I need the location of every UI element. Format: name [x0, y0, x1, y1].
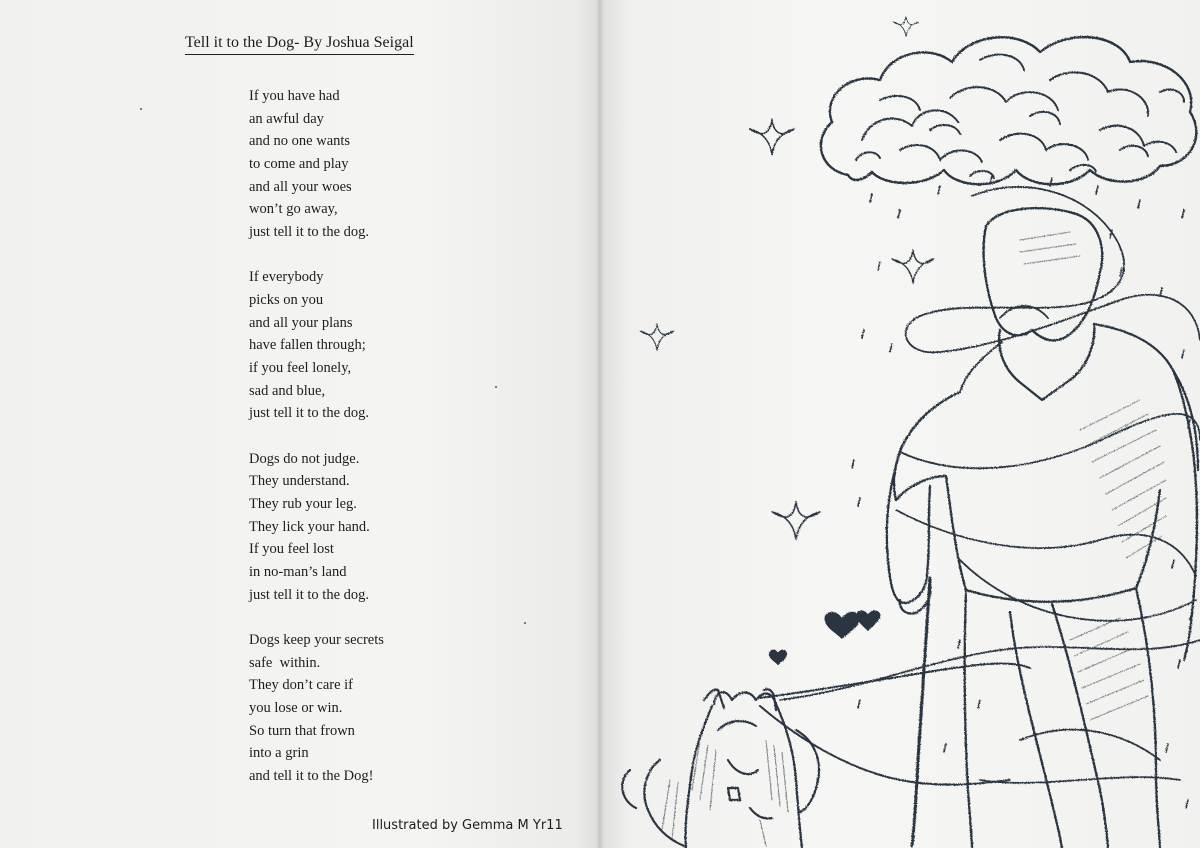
pencil-illustration — [600, 0, 1200, 848]
poem-line: safe within. — [249, 654, 321, 671]
poem-line: just tell it to the dog. — [249, 405, 370, 422]
poem-line: just tell it to the dog. — [249, 224, 370, 241]
heart-icons — [770, 611, 880, 664]
stanza-4 — [249, 629, 509, 788]
sparkle-stars — [600, 17, 934, 540]
paper-speck — [495, 386, 497, 388]
poem-line: won’t go away, — [249, 201, 338, 218]
poem-line: They rub your leg. — [249, 496, 357, 512]
stanza-3 — [249, 448, 509, 607]
poem-line: and tell it to the Dog! — [249, 768, 374, 785]
poem-title: Tell it to the Dog- By Joshua Seigal — [185, 34, 414, 55]
poem-line: an awful day — [249, 110, 324, 127]
illustrator-credit: Illustrated by Gemma M Yr11 — [372, 818, 563, 833]
paper-speck — [140, 108, 142, 110]
poem-line: you lose or win. — [249, 700, 343, 716]
paper-speck — [524, 622, 526, 624]
stanza-2 — [249, 266, 509, 425]
scribble-lines — [780, 187, 1200, 783]
poem-line: and all your plans — [249, 314, 353, 331]
poem-line: into a grin — [249, 745, 309, 762]
dog-figure — [622, 689, 819, 848]
poem-line: They lick your hand. — [249, 518, 370, 535]
poem-line: picks on you — [249, 292, 324, 308]
poem-line: sad and blue, — [249, 382, 326, 399]
poem-line: in no-man’s land — [249, 564, 347, 581]
poem-line: They don’t care if — [249, 677, 354, 694]
poem-line: They understand. — [249, 473, 350, 490]
dog-leash — [760, 664, 1030, 785]
poem-line: If you feel lost — [249, 541, 334, 558]
poem-line: So turn that frown — [249, 722, 355, 739]
poem-line: just tell it to the dog. — [249, 586, 370, 603]
poem-line: If you have had — [249, 88, 340, 104]
dog-fur-shading — [662, 740, 788, 846]
poem-line: to come and play — [249, 156, 349, 173]
poem-line: Dogs keep your secrets — [249, 631, 384, 648]
poem-line: and no one wants — [249, 133, 351, 150]
poem-line: Dogs do not judge. — [249, 450, 360, 467]
poem-line: and all your woes — [249, 178, 352, 195]
stanza-1 — [249, 85, 509, 244]
poem-line: If everybody — [249, 269, 324, 286]
poem-line: if you feel lonely, — [249, 360, 352, 377]
poem-body — [249, 85, 509, 810]
rain-cloud — [821, 37, 1196, 184]
poem-line: have fallen through; — [249, 337, 366, 354]
